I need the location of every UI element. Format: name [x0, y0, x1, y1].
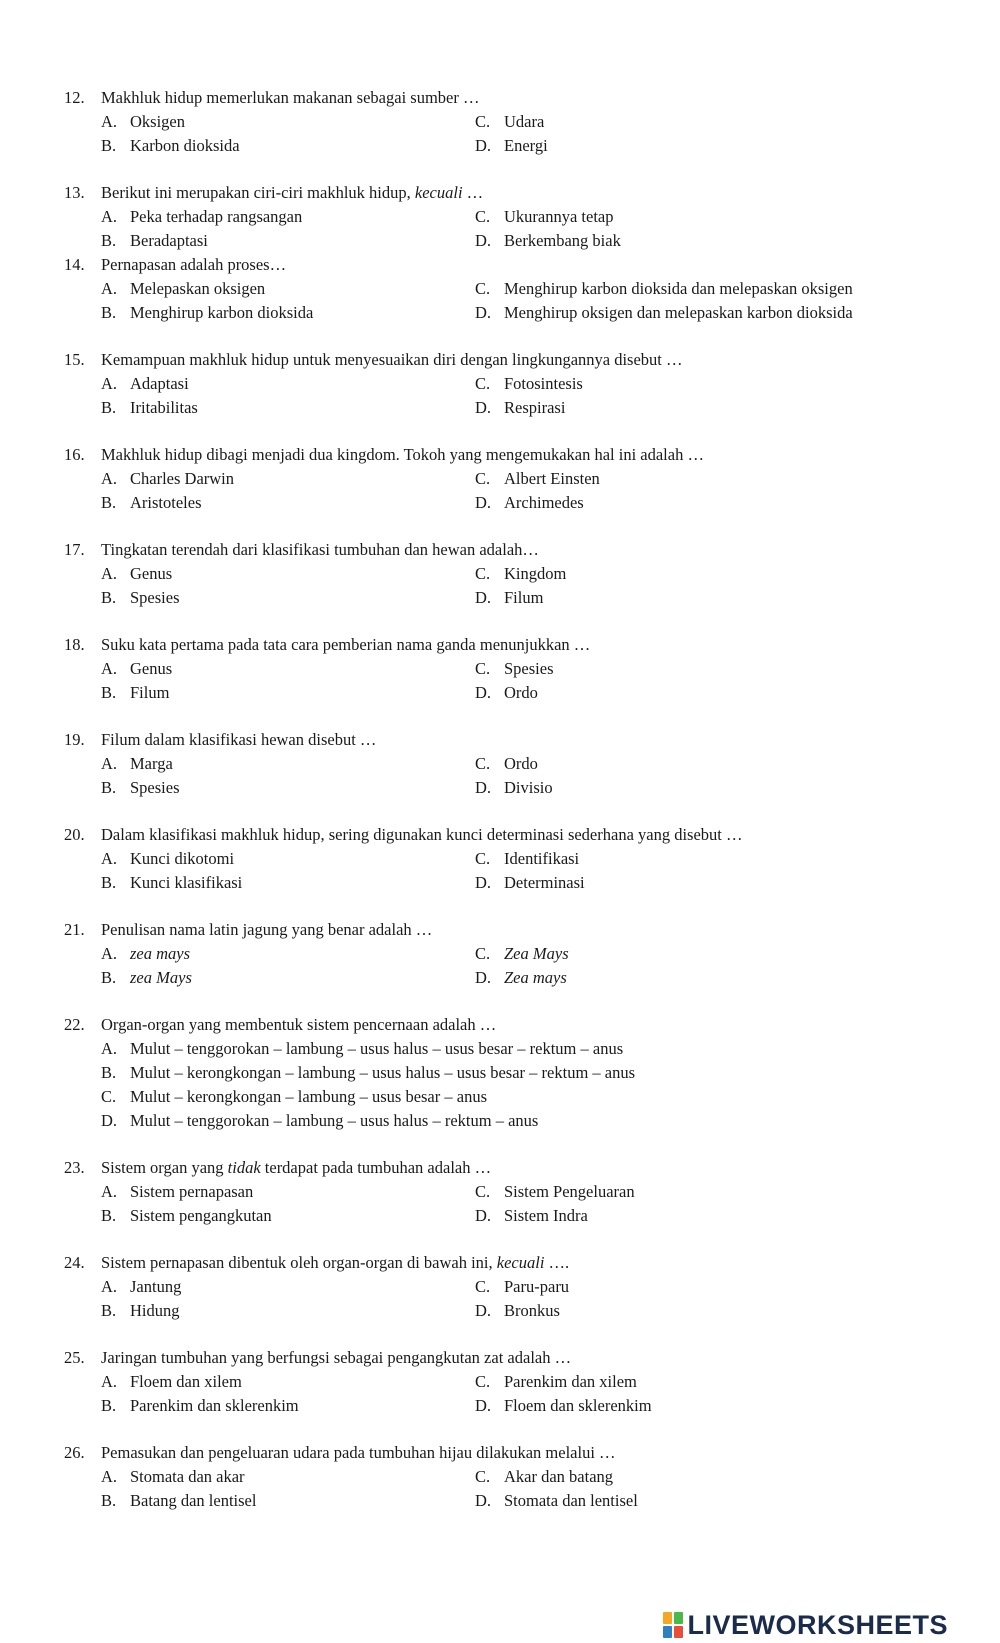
question-number: 15.: [64, 350, 85, 369]
question-23: 23. Sistem organ yang tidak terdapat pada tumbuhan adalah … A. Sistem pernapasan B. Sistem pengangkutan C. Sistem Pengeluaran D. Sistem Indra: [64, 1158, 635, 1225]
question-26: 26. Pemasukan dan pengeluaran udara pada tumbuhan hijau dilakukan melalui … A. Stomata dan akar B. Batang dan lentisel C. Akar dan batang D. Stomata dan lentisel: [64, 1443, 638, 1510]
question-number: 19.: [64, 730, 85, 749]
question-text: Suku kata pertama pada tata cara pemberian nama ganda menunjukkan …: [101, 635, 591, 654]
question-number: 13.: [64, 183, 85, 202]
question-number: 16.: [64, 445, 85, 464]
question-text: Tingkatan terendah dari klasifikasi tumbuhan dan hewan adalah…: [101, 540, 539, 559]
liveworksheets-logo-icon: [663, 1612, 683, 1638]
question-text: Sistem pernapasan dibentuk oleh organ-organ di bawah ini, kecuali ….: [101, 1253, 570, 1272]
question-19: 19. Filum dalam klasifikasi hewan disebut … A. Marga B. Spesies C. Ordo D. Divisio: [64, 730, 553, 797]
question-22: 22. Organ-organ yang membentuk sistem pencernaan adalah … A. Mulut – tenggorokan – lambung – usus halus – usus besar – rektum – anus B. Mulut – kerongkongan – lambung – usus halus – usus besar – rektum – anus C. Mulut – kerongkongan – lambung – usus besar – anus D. Mulut – tenggorokan – lambung – usus halus – rektum – anus: [64, 1015, 636, 1130]
question-14: 14. Pernapasan adalah proses… A. Melepaskan oksigen B. Menghirup karbon dioksida C. Menghirup karbon dioksida dan melepaskan oksigen D. Menghirup oksigen dan melepaskan karbon dioksida: [64, 255, 853, 322]
question-text: Makhluk hidup dibagi menjadi dua kingdom. Tokoh yang mengemukakan hal ini adalah …: [101, 445, 704, 464]
question-text: Pemasukan dan pengeluaran udara pada tumbuhan hijau dilakukan melalui …: [101, 1443, 616, 1462]
question-number: 22.: [64, 1015, 85, 1034]
question-text: Sistem organ yang tidak terdapat pada tumbuhan adalah …: [101, 1158, 492, 1177]
question-number: 23.: [64, 1158, 85, 1177]
question-number: 14.: [64, 255, 85, 274]
question-16: 16. Makhluk hidup dibagi menjadi dua kingdom. Tokoh yang mengemukakan hal ini adalah … A. Charles Darwin B. Aristoteles C. Albert Einsten D. Archimedes: [64, 445, 704, 512]
question-text: Berikut ini merupakan ciri-ciri makhluk hidup, kecuali …: [101, 183, 484, 202]
logo-text: LIVEWORKSHEETS: [687, 1609, 948, 1640]
question-text: Dalam klasifikasi makhluk hidup, sering digunakan kunci determinasi sederhana yang disebut …: [101, 825, 743, 844]
question-text: Penulisan nama latin jagung yang benar adalah …: [101, 920, 433, 939]
question-number: 26.: [64, 1443, 85, 1462]
question-number: 21.: [64, 920, 85, 939]
question-number: 18.: [64, 635, 85, 654]
question-17: 17. Tingkatan terendah dari klasifikasi tumbuhan dan hewan adalah… A. Genus B. Spesies C. Kingdom D. Filum: [64, 540, 567, 607]
question-number: 25.: [64, 1348, 85, 1367]
question-18: 18. Suku kata pertama pada tata cara pemberian nama ganda menunjukkan … A. Genus B. Filum C. Spesies D. Ordo: [64, 635, 591, 702]
question-text: Jaringan tumbuhan yang berfungsi sebagai pengangkutan zat adalah …: [101, 1348, 572, 1367]
question-text: Filum dalam klasifikasi hewan disebut …: [101, 730, 377, 749]
question-number: 24.: [64, 1253, 85, 1272]
question-text: Pernapasan adalah proses…: [101, 255, 287, 274]
question-text: Kemampuan makhluk hidup untuk menyesuaikan diri dengan lingkungannya disebut …: [101, 350, 683, 369]
question-24: 24. Sistem pernapasan dibentuk oleh organ-organ di bawah ini, kecuali …. A. Jantung B. Hidung C. Paru-paru D. Bronkus: [64, 1253, 570, 1320]
question-25: 25. Jaringan tumbuhan yang berfungsi sebagai pengangkutan zat adalah … A. Floem dan xilem B. Parenkim dan sklerenkim C. Parenkim dan xilem D. Floem dan sklerenkim: [64, 1348, 652, 1415]
question-20: 20. Dalam klasifikasi makhluk hidup, sering digunakan kunci determinasi sederhana yang disebut … A. Kunci dikotomi B. Kunci klasifikasi C. Identifikasi D. Determinasi: [64, 825, 743, 892]
question-21: 21. Penulisan nama latin jagung yang benar adalah … A. zea mays B. zea Mays C. Zea Mays D. Zea mays: [64, 920, 569, 987]
question-text: Makhluk hidup memerlukan makanan sebagai sumber …: [101, 88, 480, 107]
liveworksheets-logo: [663, 1610, 948, 1640]
question-text: Organ-organ yang membentuk sistem pencernaan adalah …: [101, 1015, 497, 1034]
question-15: 15. Kemampuan makhluk hidup untuk menyesuaikan diri dengan lingkungannya disebut … A. Adaptasi B. Iritabilitas C. Fotosintesis D. Respirasi: [64, 350, 683, 417]
question-number: 12.: [64, 88, 85, 107]
question-number: 17.: [64, 540, 85, 559]
question-12: 12. Makhluk hidup memerlukan makanan sebagai sumber … A. Oksigen B. Karbon dioksida C. Udara D. Energi: [64, 88, 548, 155]
question-number: 20.: [64, 825, 85, 844]
question-13: 13. Berikut ini merupakan ciri-ciri makhluk hidup, kecuali … A. Peka terhadap rangsangan B. Beradaptasi C. Ukurannya tetap D. Berkembang biak: [64, 183, 621, 250]
